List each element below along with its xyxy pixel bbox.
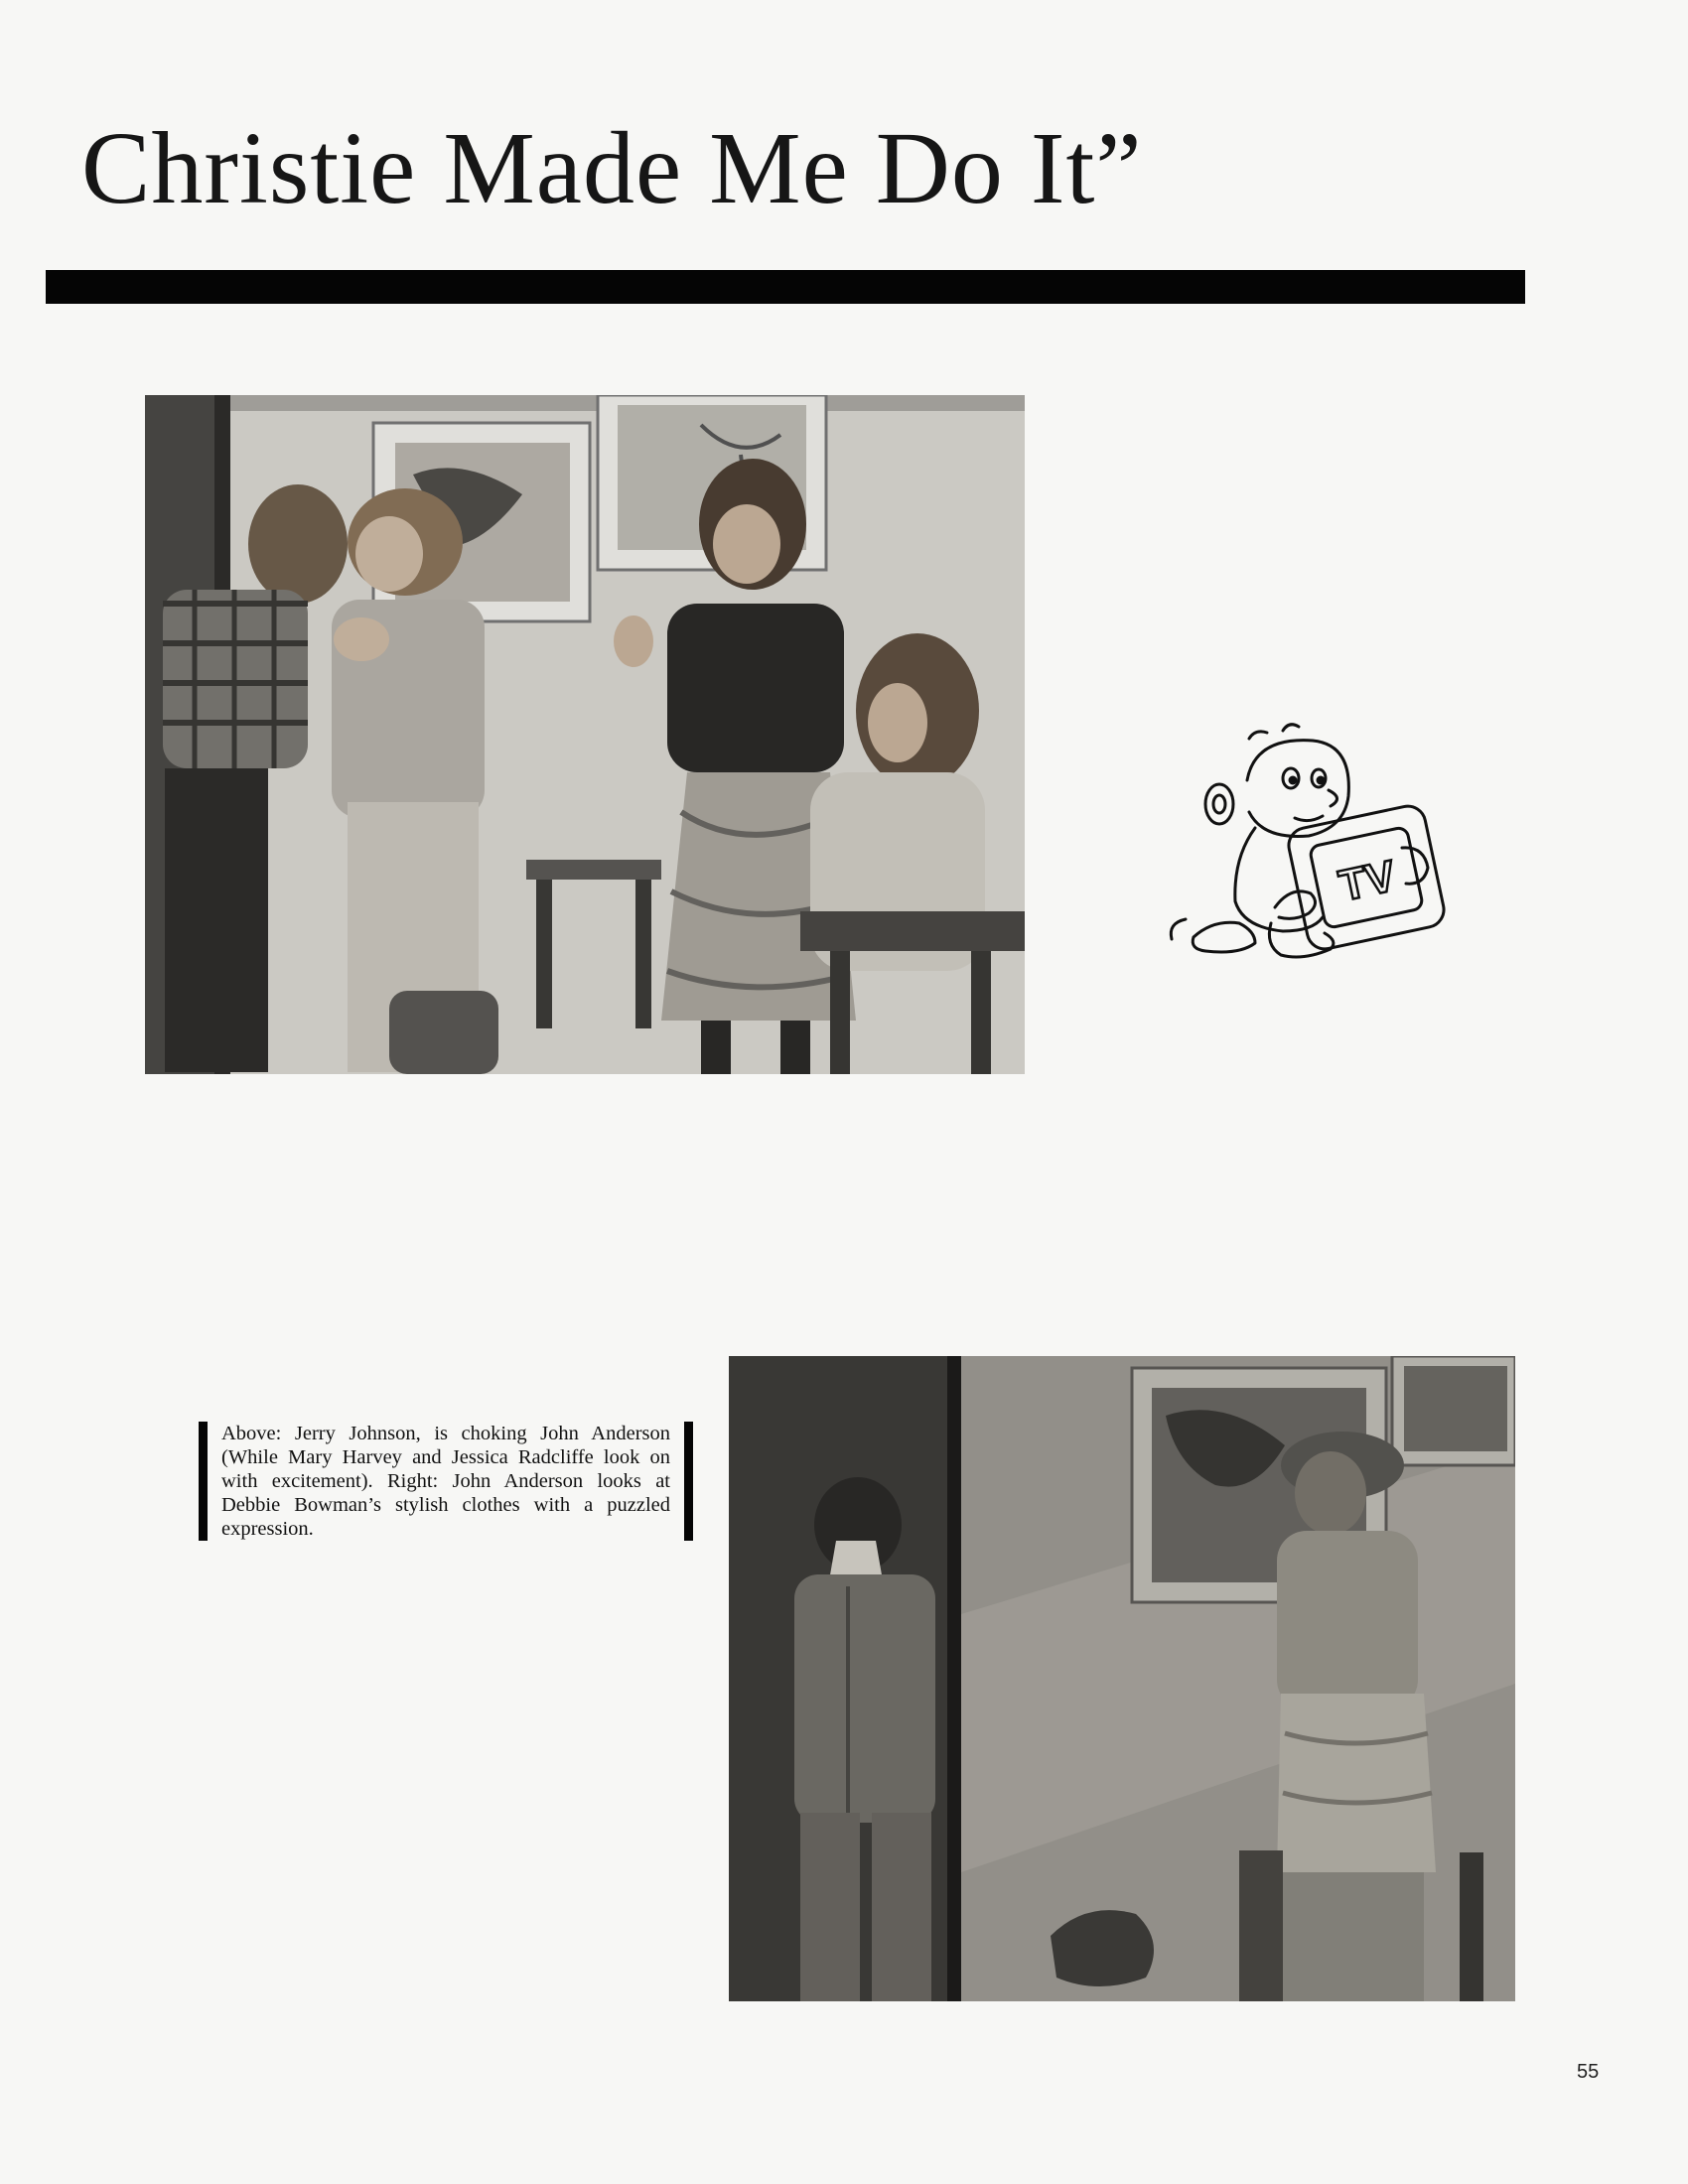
play-scene-photo-top	[145, 395, 1025, 1074]
play-scene-photo-bottom	[729, 1356, 1515, 2001]
photo-caption-box	[199, 1422, 693, 1541]
title-rule	[46, 270, 1525, 304]
play-scene-photo-top-image	[145, 395, 1025, 1074]
tv-mascot-illustration	[1164, 719, 1462, 977]
play-scene-photo-bottom-image	[729, 1356, 1515, 2001]
page-title: Christie Made Me Do It”	[81, 111, 1143, 225]
page-number: 55	[1577, 2061, 1600, 2083]
photo-caption: Above: Jerry Johnson, is choking John Anderson (While Mary Harvey and Jessica Radcliffe look on with excitement). Right: John Anderson looks at Debbie Bowman’s stylish clothes with a puzzled expression.	[221, 1423, 670, 1540]
mascot-sign-text: TV	[1335, 851, 1400, 911]
